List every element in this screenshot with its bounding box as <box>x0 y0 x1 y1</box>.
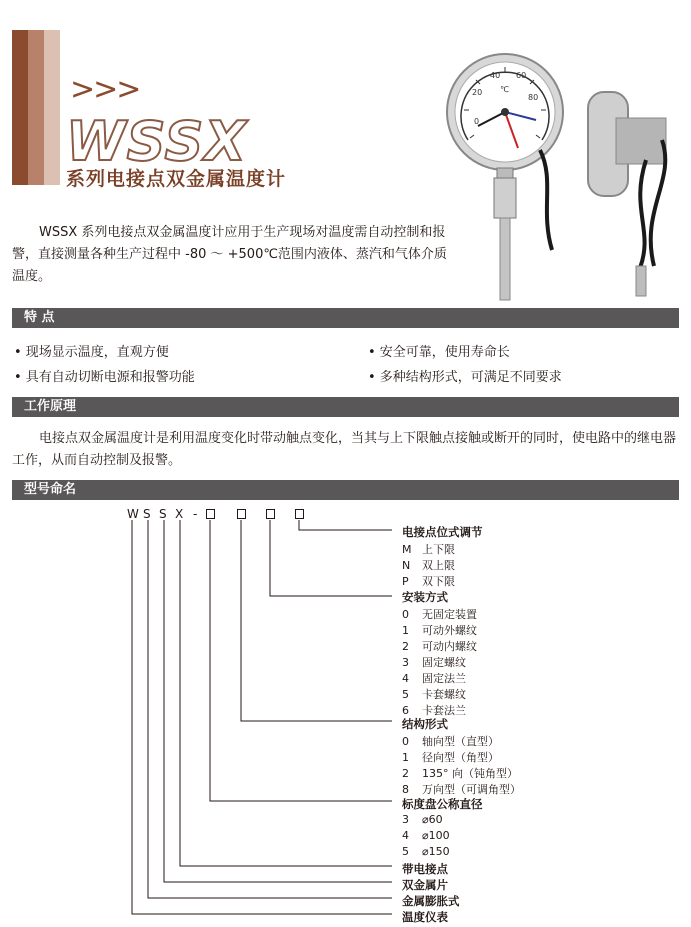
gauge-scale-0: 0 <box>474 117 480 126</box>
principle-header: 工作原理 <box>12 397 679 417</box>
option-value: 135° 向（钝角型） <box>422 767 518 780</box>
letter-meaning-s2: 双金属片 <box>402 878 448 892</box>
option-row <box>402 654 466 670</box>
group-heading-diameter: 标度盘公称直径 <box>402 797 483 811</box>
option-row <box>402 749 499 765</box>
option-row <box>402 845 450 858</box>
letter-meaning-w: 温度仪表 <box>402 910 448 924</box>
option-value: 轴向型（直型） <box>422 735 499 748</box>
feature-item: • 安全可靠，使用寿命长 <box>368 345 510 360</box>
feature-item: • 现场显示温度，直观方便 <box>14 345 169 360</box>
option-value: 可动外螺纹 <box>422 624 477 637</box>
option-key: N <box>402 559 411 572</box>
option-key: 4 <box>402 672 409 685</box>
option-row <box>402 670 466 686</box>
option-row <box>402 829 450 842</box>
option-value: 上下限 <box>422 543 455 556</box>
option-row <box>402 765 518 781</box>
option-key: P <box>402 575 409 588</box>
gauge-scale-40: 40 <box>490 71 501 80</box>
option-row <box>402 813 443 826</box>
option-key: 4 <box>402 829 409 842</box>
option-value: 双下限 <box>422 575 455 588</box>
code-char-s1: S <box>143 507 151 521</box>
option-value: 固定法兰 <box>422 672 466 685</box>
option-key: 1 <box>402 751 409 764</box>
principle-paragraph: 电接点双金属温度计是利用温度变化时带动触点变化，当其与上下限触点接触或断开的同时，使电路中的继电器工作，从而自动控制及报警。 <box>12 431 677 468</box>
code-char-w: W <box>127 507 139 521</box>
group-heading-install: 安装方式 <box>402 590 448 604</box>
option-key: 5 <box>402 845 409 858</box>
option-key: 2 <box>402 640 409 653</box>
intro-paragraph: WSSX 系列电接点双金属温度计应用于生产现场对温度需自动控制和报警，直接测量各种生产过程中 -80 ～ +500℃范围内液体、蒸汽和气体介质温度。 <box>12 225 447 284</box>
group-heading-contact: 电接点位式调节 <box>402 525 483 539</box>
option-row <box>402 622 477 638</box>
option-key: 3 <box>402 813 409 826</box>
option-value: 卡套法兰 <box>422 704 466 717</box>
code-dash: - <box>193 507 198 521</box>
option-key: 6 <box>402 704 409 717</box>
option-value: 径向型（角型） <box>422 751 499 764</box>
option-value: ⌀100 <box>422 829 450 842</box>
option-value: 双上限 <box>422 559 455 572</box>
product-subtitle: 系列电接点双金属温度计 <box>66 168 287 190</box>
letter-meaning-s1: 金属膨胀式 <box>402 894 460 908</box>
option-value: 固定螺纹 <box>422 656 466 669</box>
option-value: 无固定装置 <box>422 608 477 621</box>
option-row <box>402 733 499 749</box>
code-char-s2: S <box>159 507 167 521</box>
option-value: 可动内螺纹 <box>422 640 477 653</box>
option-key: 2 <box>402 767 409 780</box>
gauge-scale-60: 60 <box>516 71 527 80</box>
features-header: 特 点 <box>12 308 679 328</box>
gauge-scale-20: 20 <box>472 88 483 97</box>
group-heading-structure: 结构形式 <box>402 717 448 731</box>
feature-item: • 具有自动切断电源和报警功能 <box>14 370 195 385</box>
gauge-scale-80: 80 <box>528 93 539 102</box>
option-row <box>402 541 455 557</box>
option-value: 卡套螺纹 <box>422 688 466 701</box>
gauge-unit: ℃ <box>500 85 509 94</box>
option-key: 3 <box>402 656 409 669</box>
option-value: 万向型（可调角型） <box>422 783 521 796</box>
code-char-x: X <box>175 507 184 521</box>
option-key: 1 <box>402 624 409 637</box>
option-value: ⌀60 <box>422 813 443 826</box>
option-row <box>402 781 521 797</box>
option-row <box>402 606 477 622</box>
option-row <box>402 686 466 702</box>
option-key: 0 <box>402 608 409 621</box>
option-row <box>402 557 455 573</box>
option-row <box>402 573 455 589</box>
option-row <box>402 638 477 654</box>
letter-meaning-x: 带电接点 <box>402 862 448 876</box>
option-value: ⌀150 <box>422 845 450 858</box>
feature-item: • 多种结构形式，可满足不同要求 <box>368 370 562 385</box>
model-header: 型号命名 <box>12 480 679 500</box>
brand-title: WSSX <box>66 110 248 173</box>
option-key: 5 <box>402 688 409 701</box>
option-key: 8 <box>402 783 409 796</box>
option-key: M <box>402 543 412 556</box>
chevron-icon: >>> <box>70 72 140 107</box>
option-key: 0 <box>402 735 409 748</box>
